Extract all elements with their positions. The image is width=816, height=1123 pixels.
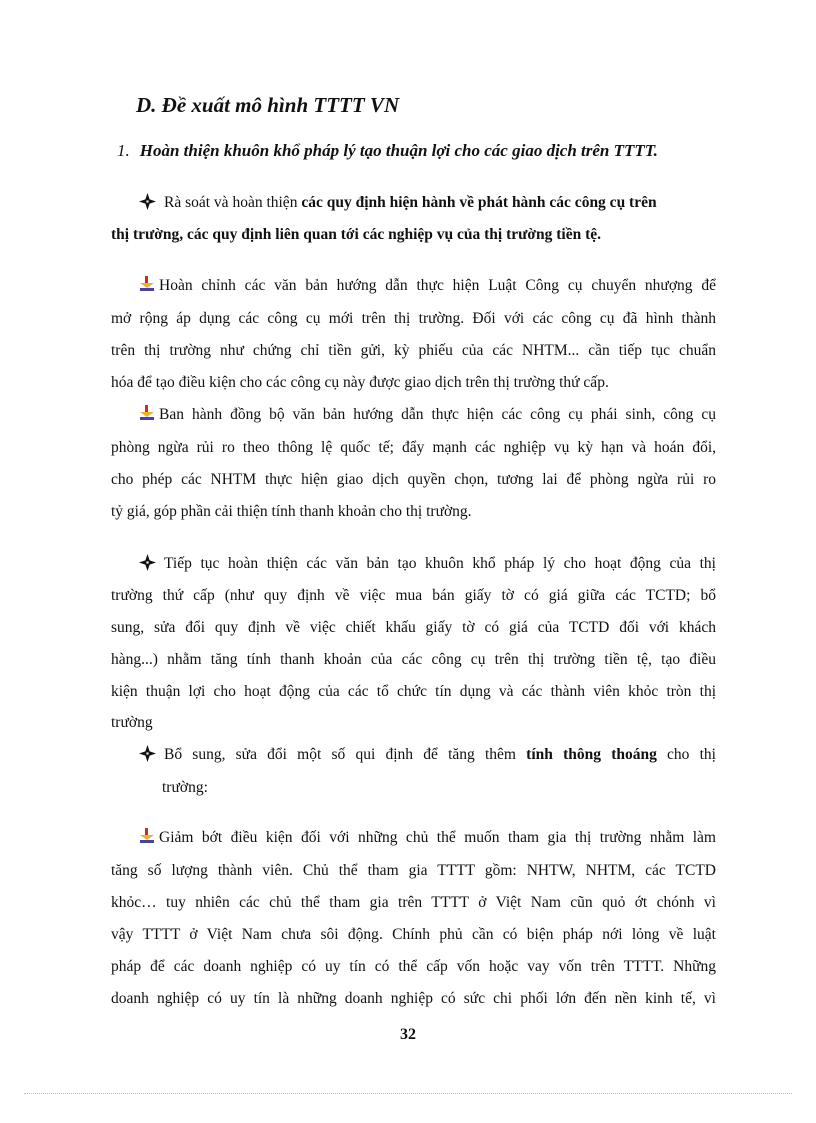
sub-bullet-2-line-4: tỷ giá, góp phần cải thiện tính thanh khoản cho thị trường. — [111, 503, 472, 520]
bullet-2-text: Tiếp tục hoàn thiện các văn bản tạo khuôn khổ pháp lý cho hoạt động của thị — [164, 555, 716, 572]
bullet-2-line-1 — [139, 554, 716, 574]
sub-bullet-1-line-3: trên thị trường như chứng chỉ tiền gửi, kỳ phiếu của các NHTM... cần tiếp tục chuẩn — [111, 342, 716, 359]
bullet-3-line-1 — [139, 745, 716, 765]
subsection-heading — [117, 140, 658, 162]
bullet-1-text-a: Rà soát và hoàn thiện — [164, 194, 302, 211]
diamond-bullet-icon — [139, 554, 156, 571]
page-bottom-divider — [24, 1093, 792, 1094]
sub-bullet-1-line-4: hóa để tạo điều kiện cho các công cụ này được giao dịch trên thị trường thứ cấp. — [111, 374, 609, 391]
sub-bullet-3-line-2: tăng số lượng thành viên. Chủ thể tham gia TTTT gồm: NHTW, NHTM, các TCTD — [111, 862, 716, 879]
sub-bullet-3-line-3: khỏc… tuy nhiên các chủ thể tham gia trên TTTT ở Việt Nam cũn quỏ ớt chónh vì — [111, 894, 716, 911]
bullet-2-line-3: sung, sửa đổi quy định về việc chiết khấu giấy tờ có giá của TCTD đối với khách — [111, 619, 716, 636]
bullet-3-line-2: trường: — [162, 779, 208, 796]
sub-bullet-1-line-2: mở rộng áp dụng các công cụ mới trên thị trường. Đối với các công cụ đã hình thành — [111, 310, 716, 327]
diamond-bullet-icon — [139, 193, 156, 210]
sub-bullet-2-line-1 — [139, 405, 716, 425]
page-number: 32 — [400, 1026, 416, 1043]
bullet-2-line-4: hàng...) nhằm tăng tính thanh khoản của các công cụ trên thị trường tiền tệ, tạo điều — [111, 651, 716, 668]
arrow-bullet-icon — [139, 828, 155, 844]
subsection-title: Hoàn thiện khuôn khổ pháp lý tạo thuận lợi cho các giao dịch trên TTTT. — [139, 141, 658, 160]
sub-bullet-1-text: Hoàn chỉnh các văn bản hướng dẫn thực hiện Luật Công cụ chuyển nhượng để — [159, 277, 716, 294]
bullet-2-line-2: trường thứ cấp (như quy định về việc mua bán giấy tờ có giá giữa các TCTD; bổ — [111, 587, 716, 604]
sub-bullet-2-line-3: cho phép các NHTM thực hiện giao dịch quyền chọn, tương lai để phòng ngừa rủi ro — [111, 471, 716, 488]
bullet-3-text-b: tính thông thoáng — [526, 746, 657, 763]
bullet-1-line-2: thị trường, các quy định liên quan tới các nghiệp vụ của thị trường tiền tệ. — [111, 226, 602, 243]
section-heading: D. Đề xuất mô hình TTTT VN — [136, 93, 400, 117]
sub-bullet-3-line-1 — [139, 828, 716, 848]
sub-bullet-3-line-4: vậy TTTT ở Việt Nam chưa sôi động. Chính phủ cần có biện pháp nới lỏng về luật — [111, 926, 716, 943]
sub-bullet-3-line-5: pháp để các doanh nghiệp có uy tín có thể cấp vốn hoặc vay vốn trên TTTT. Những — [111, 958, 716, 975]
sub-bullet-1-line-1 — [139, 276, 716, 296]
bullet-3-text-a: Bổ sung, sửa đổi một số qui định để tăng thêm — [164, 746, 527, 763]
sub-bullet-2-text: Ban hành đồng bộ văn bản hướng dẫn thực hiện các công cụ phái sinh, công cụ — [159, 406, 716, 423]
sub-bullet-3-text: Giảm bớt điều kiện đối với những chủ thể muốn tham gia thị trường nhằm làm — [159, 829, 716, 846]
diamond-bullet-icon — [139, 745, 156, 762]
bullet-2-line-6: trường — [111, 714, 153, 731]
arrow-bullet-icon — [139, 405, 155, 421]
bullet-2-line-5: kiện thuận lợi cho hoạt động của các tổ chức tín dụng và các thành viên khỏc tròn thị — [111, 683, 716, 700]
sub-bullet-3-line-6: doanh nghiệp có uy tín là những doanh nghiệp có sức chi phối lớn đến nền kinh tế, vì — [111, 990, 716, 1007]
bullet-3-text-c: cho thị — [656, 746, 716, 763]
arrow-bullet-icon — [139, 276, 155, 292]
bullet-1-line-1 — [139, 193, 716, 213]
subsection-number: 1. — [117, 141, 130, 160]
bullet-1-text-b: các quy định hiện hành về phát hành các công cụ trên — [301, 194, 657, 211]
sub-bullet-2-line-2: phòng ngừa rủi ro theo thông lệ quốc tế; đẩy mạnh các nghiệp vụ kỳ hạn và hoán đổi, — [111, 439, 716, 456]
